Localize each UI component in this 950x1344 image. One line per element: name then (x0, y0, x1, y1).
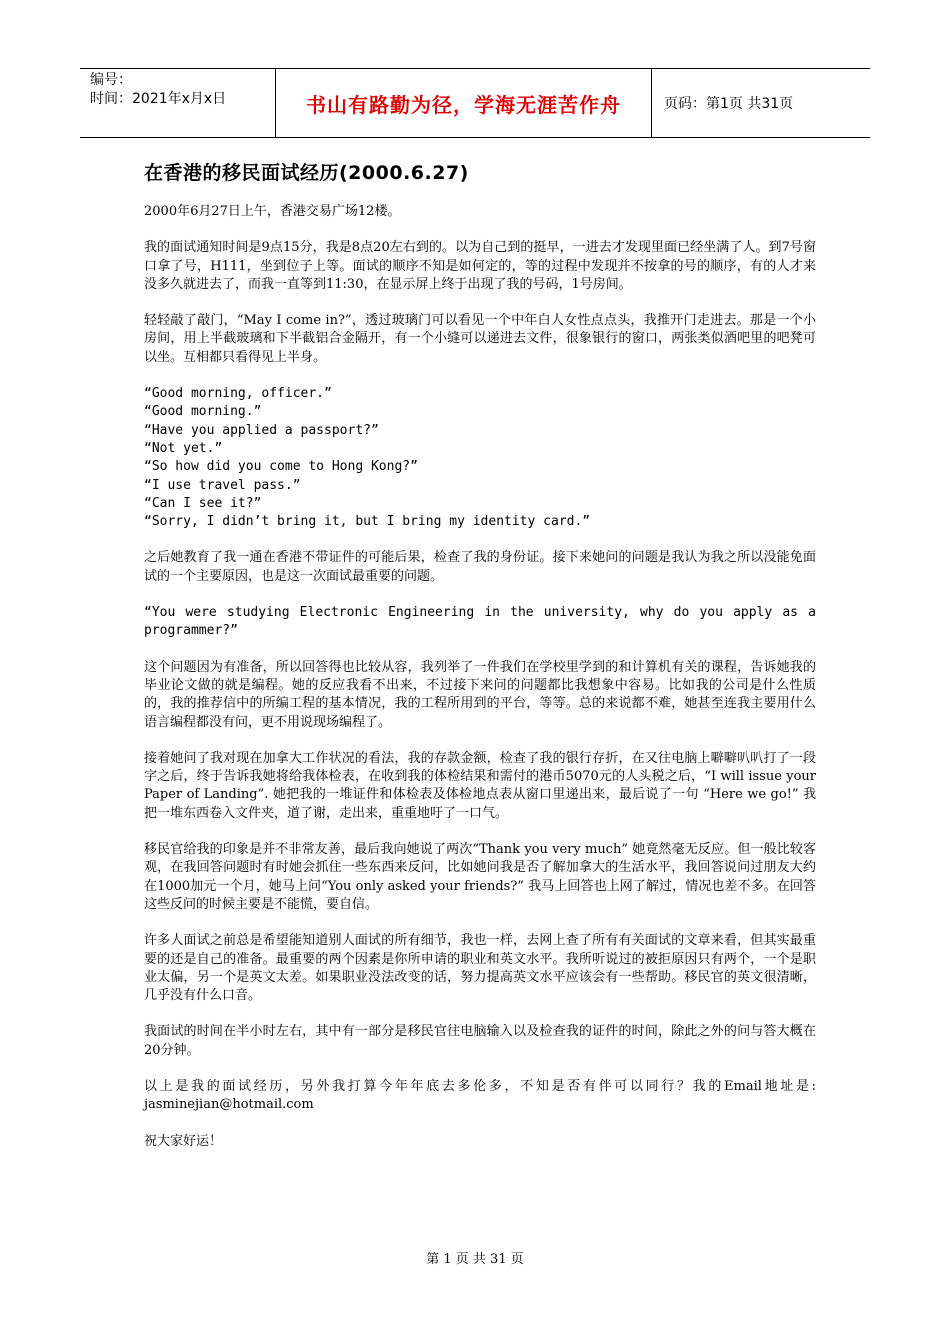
header-meta (80, 69, 276, 137)
dialogue-block (144, 385, 816, 531)
header-motto: 书山有路勤为径，学海无涯苦作舟 (276, 69, 652, 137)
dialogue-line: “Sorry, I didn’t bring it, but I bring my identity card.” (144, 514, 591, 530)
page-header (80, 68, 870, 138)
paragraph-entering: 轻轻敲了敲门，“May I come in?”，透过玻璃门可以看见一个中年白人女性点点头，我推开门走进去。那是一个小房间，用上半截玻璃和下半截铝合金隔开，有一个小缝可以递进去文件，很象银行的窗口，两张类似酒吧里的吧凳可以坐。互相都只看得见上半身。 (144, 313, 816, 365)
document-number-label: 编号： (90, 72, 132, 88)
paragraph-documents: 之后她教育了我一通在香港不带证件的可能后果，检查了我的身份证。接下来她问的问题是我认为我之所以没能免面试的一个主要原因，也是这一次面试最重要的问题。 (144, 550, 816, 584)
dialogue-line: “Good morning.” (144, 404, 262, 420)
paragraph-key-question: “You were studying Electronic Engineering in the university, why do you apply as a programmer?” (144, 605, 816, 639)
page-footer: 第 1 页 共 31 页 (426, 1252, 524, 1267)
paragraph-closing: 祝大家好运！ (144, 1133, 223, 1149)
paragraph-date: 2000年6月27日上午，香港交易广场12楼。 (144, 204, 401, 219)
document-time-label: 时间：2021年x月x日 (90, 91, 227, 107)
paragraph-duration: 我面试的时间在半小时左右，其中有一部分是移民官往电脑输入以及检查我的证件的时间，除此之外的问与答大概在20分钟。 (144, 1024, 816, 1058)
paragraph-contact: 以上是我的面试经历，另外我打算今年年底去多伦多，不知是否有伴可以同行？我的Email地址是: jasminejian@hotmail.com (144, 1078, 816, 1113)
dialogue-line: “Not yet.” (144, 440, 223, 456)
dialogue-line: “Good morning, officer.” (144, 386, 332, 402)
paragraph-answer: 这个问题因为有准备，所以回答得也比较从容，我列举了一件我们在学校里学到的和计算机有关的课程，告诉她我的毕业论文做的就是编程。她的反应我看不出来，不过接下来问的问题都比我想象中容易。比如我的公司是什么性质的，我的推荐信中的所编工程的基本情况，我的工程所用到的平台，等等。总的来说都不难，她甚至连我主要用什么语言编程都没有问，更不用说现场编程了。 (144, 659, 816, 730)
article-title: 在香港的移民面试经历(2000.6.27) (144, 162, 469, 184)
dialogue-line: “Can I see it?” (144, 495, 262, 511)
dialogue-line: “I use travel pass.” (144, 477, 301, 493)
paragraph-advice: 许多人面试之前总是希望能知道别人面试的所有细节，我也一样，去网上查了所有有关面试的文章来看，但其实最重要的还是自己的准备。最重要的两个因素是你所申请的职业和英文水平。我所听说过的被拒原因只有两个，一个是职业太偏，另一个是英文太差。如果职业没法改变的话，努力提高英文水平应该会有一些帮助。移民官的英文很清晰，几乎没有什么口音。 (144, 933, 816, 1004)
dialogue-line: “Have you applied a passport?” (144, 422, 379, 438)
article-body (144, 158, 816, 1169)
paragraph-arrival: 我的面试通知时间是9点15分，我是8点20左右到的。以为自己到的挺早，一进去才发现里面已经坐满了人。到7号窗口拿了号，H111，坐到位子上等。面试的顺序不知是如何定的，等的过程中发现并不按拿的号的顺序，有的人才来没多久就进去了，而我一直等到11:30，在显示屏上终于出现了我的号码，1号房间。 (144, 240, 816, 292)
dialogue-line: “So how did you come to Hong Kong?” (144, 459, 418, 475)
paragraph-impression: 移民官给我的印象是并不非常友善，最后我向她说了两次“Thank you very much” 她竟然毫无反应。但一般比较客观，在我回答问题时有时她会抓住一些东西来反问，比如她问我是否了解加拿大的生活水平，我回答说问过朋友大约在1000加元一个月，她马上问“You only asked your friends?” 我马上回答也上网了解过，情况也差不多。在回答这些反问的时候主要是不能慌，要自信。 (144, 842, 816, 912)
paragraph-landing: 接着她问了我对现在加拿大工作状况的看法，我的存款金额，检查了我的银行存折，在又往电脑上噼噼叭叭打了一段字之后，终于告诉我她将给我体检表，在收到我的体检结果和需付的港币5070元的人头税之后，“I will issue your Paper of Landing”. 她把我的一堆证件和体检表及体检地点表从窗口里递出来，最后说了一句 “Here we go!” 我把一堆东西卷入文件夹，道了谢，走出来，重重地吁了一口气。 (144, 750, 816, 821)
header-page-info: 页码：第1页 共31页 (664, 96, 794, 112)
